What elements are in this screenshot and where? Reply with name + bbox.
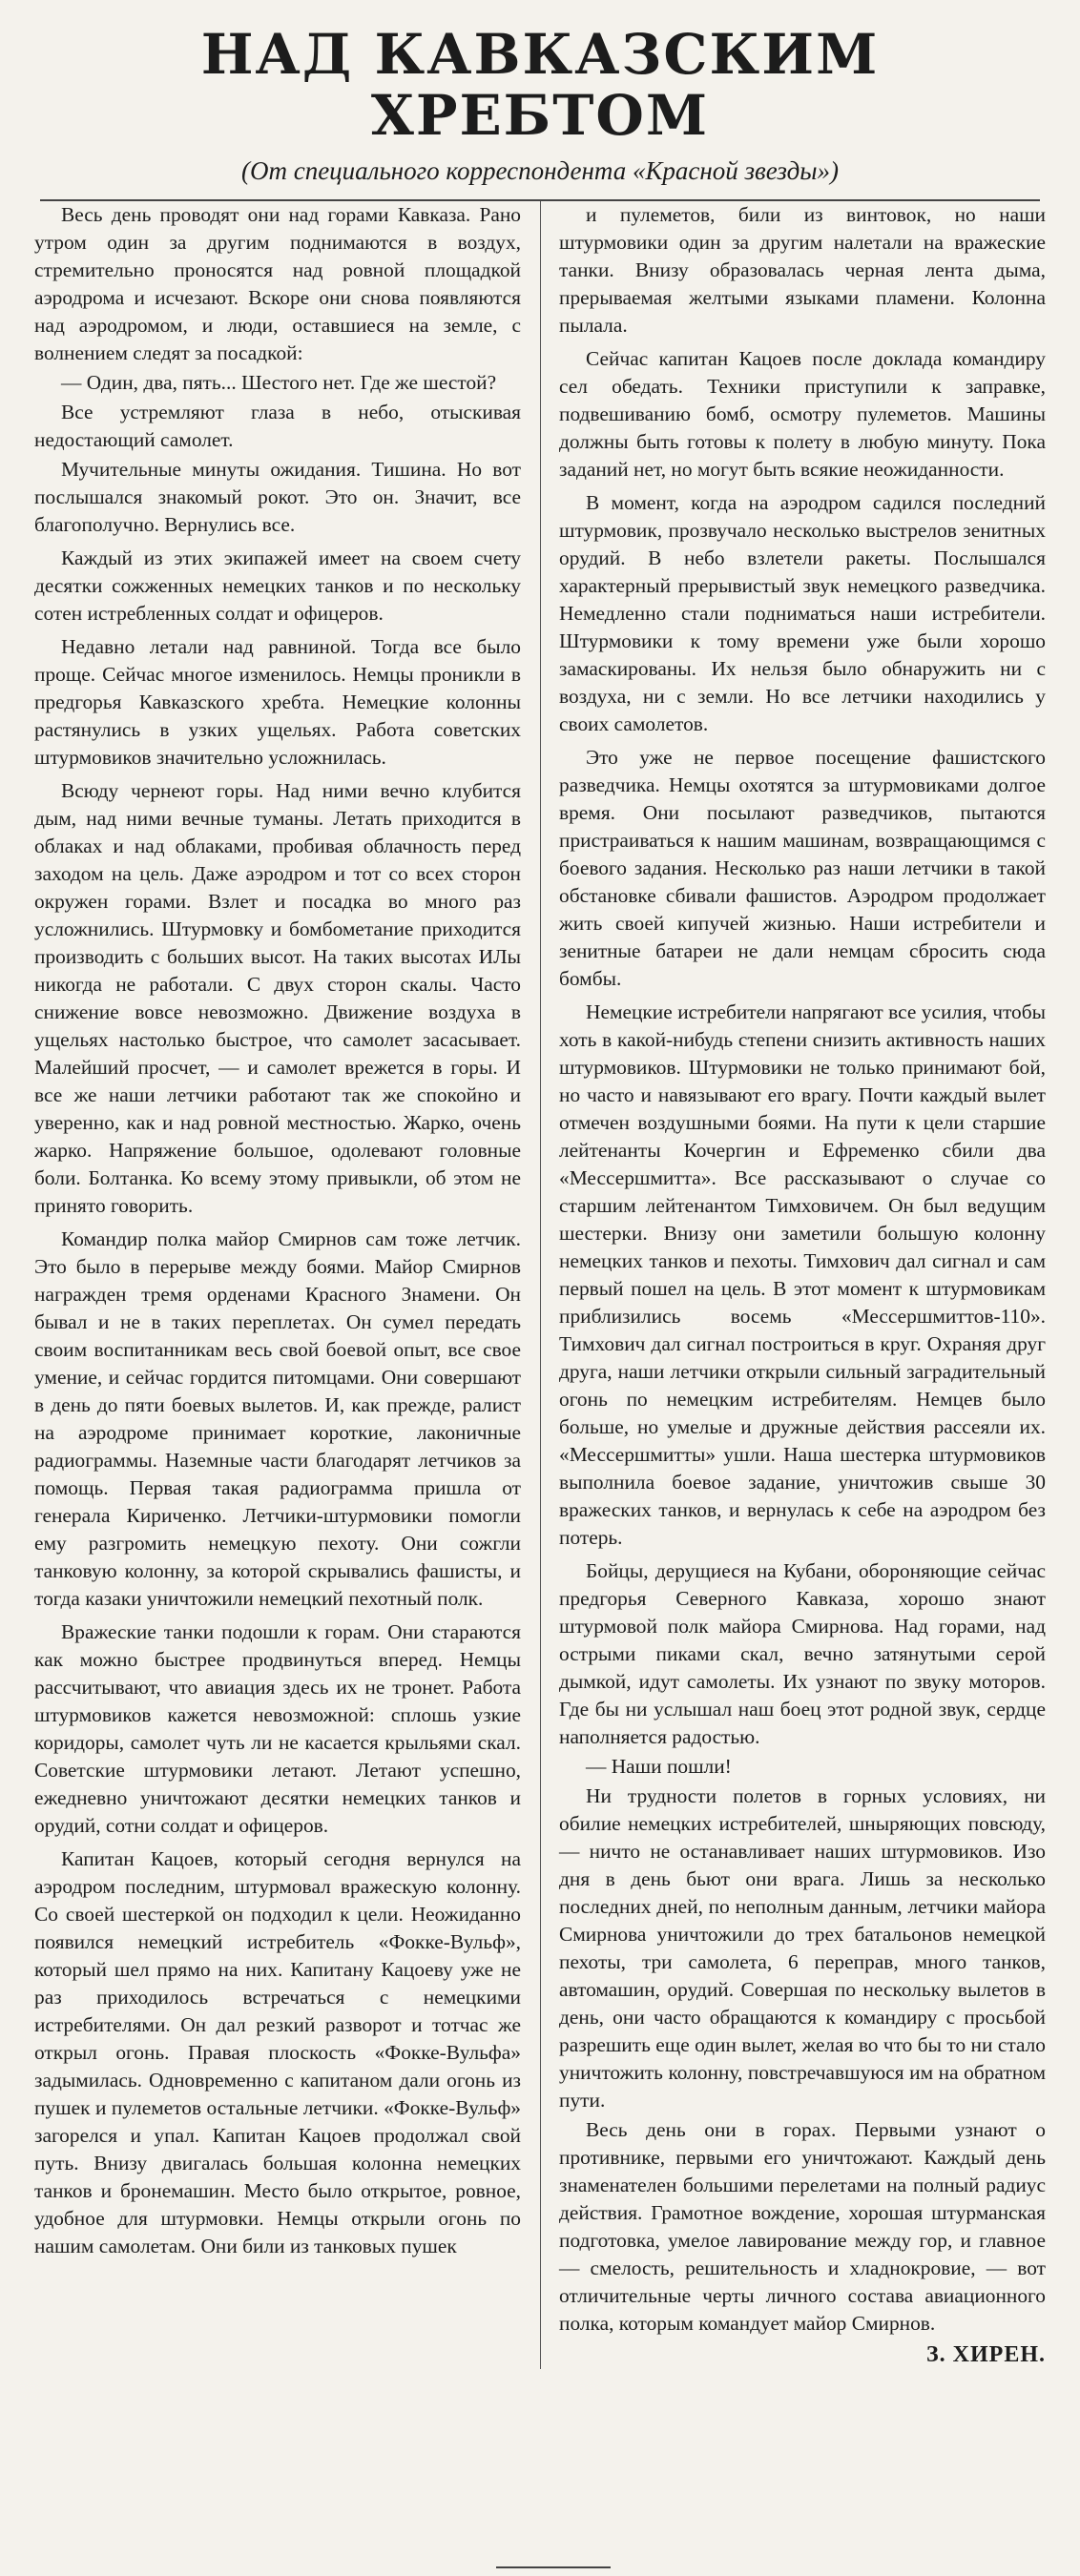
article-paragraph: Всюду чернеют горы. Над ними вечно клубится дым, над ними вечные туманы. Летать приходится в облаках и над облаками, пробивая облачность перед заходом на цель. Даже аэродром и тот со всех сторон окружен горами. Взлет и посадка во много раз усложнились. Штурмовку и бомбометание приходится производить с больших высот. На таких высотах ИЛы никогда не работали. С двух сторон скалы. Часто снижение вовсе невозможно. Движение воздуха в ущельях настолько быстрое, что самолет засасывает. Малейший просчет, — и самолет врежется в горы. И все же наши летчики работают так же спокойно и уверенно, как и над ровной местностью. Жарко, очень жарко. Напряжение большое, одолевают головные боли. Болтанка. Ко всему этому привыкли, об этом не принято говорить. (34, 778, 521, 1217)
article-paragraph: Бойцы, дерущиеся на Кубани, обороняющие сейчас предгорья Северного Кавказа, хорошо знают штурмовой полк майора Смирнова. Над горами, над острыми пиками скал, вечно затянутыми серой дымкой, идут самолеты. Их узнают по звуку моторов. Где бы ни услышал наш боец этот родной звук, сердце наполняется радостью. (559, 1558, 1046, 1748)
article-paragraph: Весь день проводят они над горами Кавказа. Рано утром один за другим поднимаются в воздух, стремительно проносятся над ровной площадкой аэродрома и исчезают. Вскоре они снова появляются над аэродромом, и люди, оставшиеся на земле, с волнением следят за посадкой: (34, 202, 521, 364)
column-left (34, 201, 521, 2369)
article-paragraph: Это уже не первое посещение фашистского разведчика. Немцы охотятся за штурмовиками долгое время. Они посылают разведчиков, пытаются пристраиваться к нашим машинам, возвращающимся с боевого задания. Несколько раз наши летчики в такой обстановке сбивали фашистов. Аэродром продолжает жить своей кипучей жизнью. Наши истребители и зенитные батареи не дали немцам сбросить сюда бомбы. (559, 745, 1046, 990)
article-paragraph: Немецкие истребители напрягают все усилия, чтобы хоть в какой-нибудь степени снизить активность наших штурмовиков. Штурмовики не только принимают бой, но часто и навязывают его врагу. Почти каждый вылет отмечен воздушными боями. На пути к цели старшие лейтенанты Кочергин и Ефременко сбили два «Мессершмитта». Все рассказывают о случае со старшим лейтенантом Тимховичем. Он был ведущим шестерки. Внизу они заметили большую колонну немецких танков и пехоты. Тимхович дал сигнал и сам первый пошел на цель. В этот момент к штурмовикам приблизились восемь «Мессершмиттов-110». Тимхович дал сигнал построиться в круг. Охраняя друг друга, наши летчики открыли сильный заградительный огонь по немецким истребителям. Немцев было больше, но умелые и дружные действия рассеяли их. «Мессершмитты» ушли. Наша шестерка штурмовиков выполнила боевое задание, уничтожив свыше 30 вражеских танков, и вернулась к себе на аэродром без потерь. (559, 999, 1046, 1549)
article-paragraph: Каждый из этих экипажей имеет на своем счету десятки сожженных немецких танков и по нескольку сотен истребленных солдат и офицеров. (34, 546, 521, 625)
article-columns (34, 201, 1046, 2369)
article-paragraph: Все устремляют глаза в небо, отыскивая недостающий самолет. (34, 400, 521, 451)
column-right (559, 201, 1046, 2369)
article-paragraph: Капитан Кацоев, который сегодня вернулся на аэродром последним, штурмовал вражескую колонну. Со своей шестеркой он подходил к цели. Неожиданно появился немецкий истребитель «Фокке-Вульф», который шел прямо на них. Капитану Кацоеву уже не раз приходилось встречаться с немецкими истребителями. Он дал резкий разворот и тотчас же открыл огонь. Правая плоскость «Фокке-Вульфа» задымилась. Одновременно с капитаном дали огонь из пушек и пулеметов остальные летчики. «Фокке-Вульф» загорелся и упал. Капитан Кацоев продолжал свой путь. Внизу двигалась большая колонна немецких танков и бронемашин. Место было открытое, ровное, удобное для штурмовки. Немцы открыли огонь по нашим самолетам. Они били из танковых пушек (34, 1846, 521, 2257)
article-paragraph: — Один, два, пять... Шестого нет. Где же шестой? (61, 370, 497, 394)
column-right-body (559, 201, 1046, 2338)
article-paragraph: — Наши пошли! (586, 1754, 732, 1778)
article-paragraph: В момент, когда на аэродром садился последний штурмовик, прозвучало несколько выстрелов зенитных орудий. В небо взлетели ракеты. Послышался характерный прерывистый звук немецкого разведчика. Немедленно стали подниматься наши истребители. Штурмовики к тому времени уже были хорошо замаскированы. Их нельзя было обнаружить ни с воздуха, ни с земли. Но все летчики находились у своих самолетов. (559, 490, 1046, 735)
byline: (От специального корреспондента «Красной звезды») (240, 155, 840, 185)
article-paragraph: Ни трудности полетов в горных условиях, ни обилие немецких истребителей, шныряющих повсюду, — ничто не останавливает наших штурмовиков. Изо дня в день бьют они врага. Лишь за несколько последних дней, по неполным данным, летчики майора Смирнова уничтожили до трех батальонов немецкой пехоты, три самолета, 6 переправ, много танков, автомашин, орудий. Совершая по нескольку вылетов в день, они часто обращаются к командиру с просьбой разрешить еще один вылет, желая во что бы то ни стало уничтожить колонну, повстречавшуюся им на обратном пути. (559, 1783, 1046, 2112)
article-paragraph: Недавно летали над равниной. Тогда все было проще. Сейчас многое изменилось. Немцы проникли в предгорья Кавказского хребта. Немецкие колонны растянулись в узких ущельях. Работа советских штурмовиков значительно усложнилась. (34, 634, 521, 769)
article-paragraph: Вражеские танки подошли к горам. Они стараются как можно быстрее продвинуться вперед. Немцы рассчитывают, что авиация здесь их не тронет. Работа штурмовиков кажется невозможной: сплошь узкие коридоры, самолет чуть ли не касается крыльями скал. Советские штурмовики летают. Летают успешно, ежедневно уничтожают десятки немецких танков и орудий, сотни солдат и офицеров. (34, 1619, 521, 1837)
article-paragraph: Весь день они в горах. Первыми узнают о противнике, первыми его уничтожают. Каждый день знаменателен большими перелетами на полный радиус действия. Грамотное вождение, хорошая штурманская подготовка, умелое лавирование между гор, и главное — смелость, решительность и хладнокровие, — вот отличительные черты личного состава авиационного полка, которым командует майор Смирнов. (559, 2117, 1046, 2335)
bottom-rule (496, 2566, 611, 2568)
article-paragraph: Сейчас капитан Кацоев после доклада командиру сел обедать. Техники приступили к заправке, подвешиванию бомб, осмотру пулеметов. Машины должны быть готовы к полету в любую минуту. Пока заданий нет, но могут быть всякие неожиданности. (559, 346, 1046, 481)
headline: НАД КАВКАЗСКИМ ХРЕБТОМ (200, 22, 880, 148)
column-divider (540, 201, 541, 2369)
article-paragraph: Командир полка майор Смирнов сам тоже летчик. Это было в перерыве между боями. Майор Смирнов награжден тремя орденами Красного Знамени. Он бывал и не в таких переплетах. Он сумел передать своим воспитанникам весь свой боевой опыт, все свое умение, и сейчас гордится питомцами. Они совершают в день до пяти боевых вылетов. И, как прежде, ралист на аэродроме принимает короткие, лаконичные радиограммы. Наземные части благодарят летчиков за помощь. Первая такая радиограмма пришла от генерала Кириченко. Летчики-штурмовики помогли ему разгромить немецкую пехоту. Они сожгли танковую колонну, за которой скрывались фашисты, и тогда казаки уничтожили немецкий пехотный полк. (34, 1226, 521, 1610)
article-paragraph: и пулеметов, били из винтовок, но наши штурмовики один за другим налетали на вражеские танки. Внизу образовалась черная лента дыма, прерываемая желтыми языками пламени. Колонна пылала. (559, 202, 1046, 337)
article-paragraph: Мучительные минуты ожидания. Тишина. Но вот послышался знакомый рокот. Это он. Значит, все благополучно. Вернулись все. (34, 457, 521, 536)
author-signature: З. ХИРЕН. (925, 2341, 1046, 2367)
